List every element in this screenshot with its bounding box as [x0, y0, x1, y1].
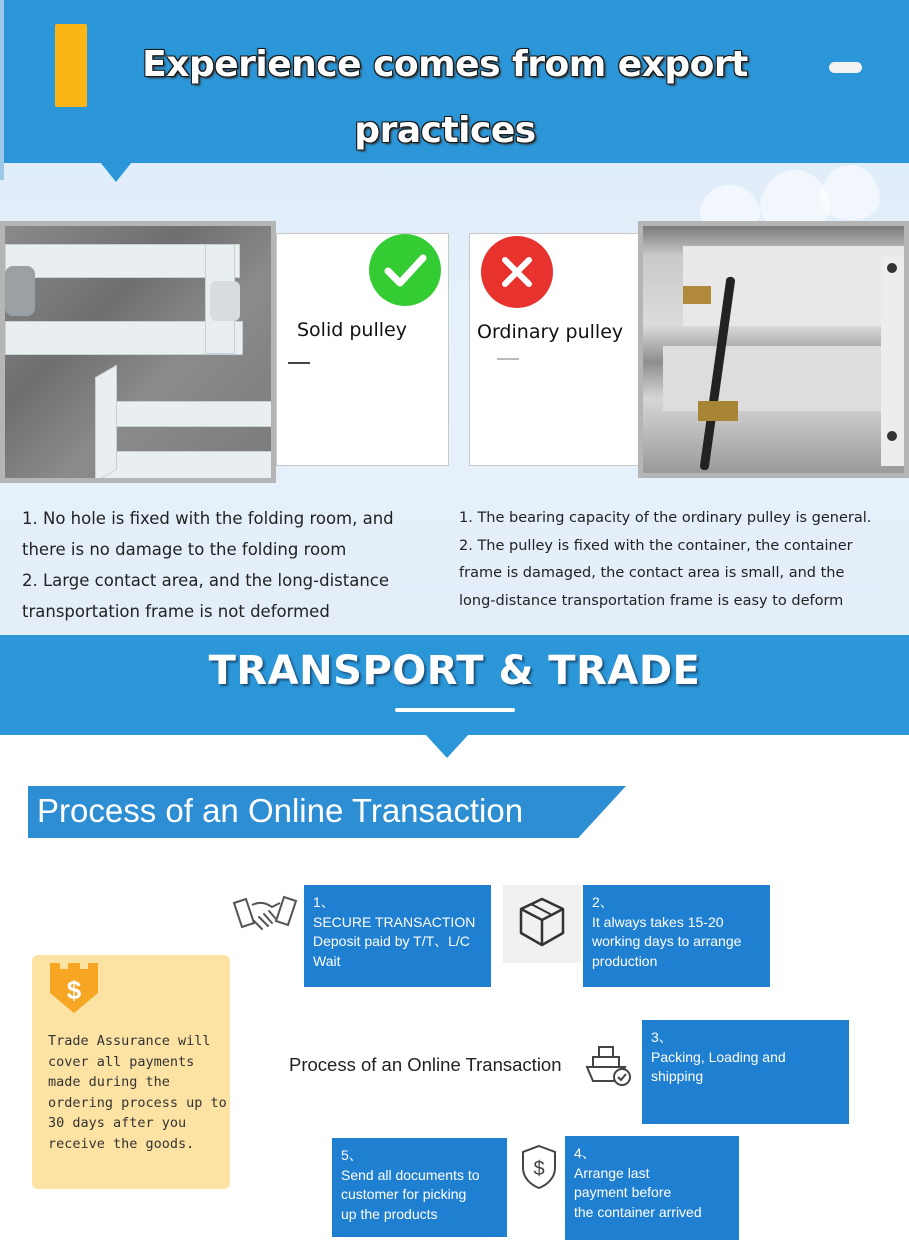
- assurance-line: 30 days after you: [48, 1115, 187, 1131]
- step-number: 4、: [574, 1145, 596, 1161]
- title-line: practices: [354, 110, 536, 151]
- ship-icon: [585, 1043, 633, 1094]
- description-line: frame is damaged, the contact area is small, and the: [459, 565, 845, 581]
- step-text: Wait: [313, 952, 341, 969]
- pill-decoration: [829, 62, 862, 73]
- clamp: [698, 401, 738, 421]
- check-icon: [369, 234, 441, 306]
- step-text: customer for picking: [341, 1186, 467, 1202]
- description-line: 1. No hole is fixed with the folding room, and: [22, 509, 394, 528]
- process-step-2: [583, 885, 770, 987]
- step-number: 3、: [651, 1029, 673, 1045]
- solid-pulley-label: Solid pulley: [297, 319, 407, 341]
- description-line: long-distance transportation frame is easy to deform: [459, 592, 844, 609]
- description-line: there is no damage to the folding room: [22, 540, 347, 559]
- step-text: up the products: [341, 1205, 438, 1222]
- clamp: [683, 286, 711, 304]
- step-number: 5、: [341, 1147, 363, 1163]
- assurance-line: cover all payments: [48, 1053, 195, 1070]
- handshake-icon: [232, 893, 298, 944]
- step-text: Send all documents to: [341, 1166, 480, 1183]
- trade-assurance-text: [48, 1031, 228, 1154]
- banner-pointer: [100, 162, 132, 182]
- assurance-line: ordering process up to: [48, 1094, 227, 1111]
- ordinary-pulley-photo: [638, 221, 909, 478]
- bolt-hole: [887, 263, 897, 273]
- ordinary-pulley-description: [459, 505, 909, 615]
- svg-text:$: $: [533, 1158, 545, 1180]
- process-step-3: [642, 1020, 849, 1124]
- title-underline: [395, 708, 515, 712]
- divider: [497, 358, 519, 360]
- step-text: production: [592, 952, 658, 969]
- process-step-5: [332, 1138, 507, 1237]
- description-line: 1. The bearing capacity of the ordinary pulley is general.: [459, 510, 872, 526]
- assurance-line: made during the: [48, 1074, 170, 1090]
- accent-tab: [55, 24, 87, 107]
- step-text: working days to arrange: [592, 933, 742, 949]
- solid-pulley-description: [22, 503, 442, 627]
- description-line: 2. The pulley is fixed with the container, the container: [459, 537, 853, 554]
- solid-pulley-photo: [0, 221, 276, 483]
- process-step-4: [565, 1136, 739, 1240]
- process-header: Process of an Online Transaction: [37, 792, 524, 829]
- process-step-1: [304, 885, 491, 987]
- step-number: 1、: [313, 894, 335, 910]
- step-text: the container arrived: [574, 1203, 702, 1220]
- step-text: It always takes 15-20: [592, 913, 724, 930]
- frame-panel: [683, 246, 909, 326]
- page-title: [140, 32, 750, 164]
- bolt-hole: [887, 431, 897, 441]
- cross-icon: [481, 236, 553, 308]
- step-text: Packing, Loading and: [651, 1048, 786, 1065]
- ordinary-pulley-label: Ordinary pulley: [477, 321, 624, 343]
- frame-bar: [95, 451, 275, 479]
- dollar-badge-icon: [46, 959, 102, 1015]
- title-line: Experience comes from export: [142, 44, 748, 85]
- dollar-shield-icon: [519, 1144, 559, 1195]
- svg-text:$: $: [66, 975, 82, 1005]
- step-text: shipping: [651, 1068, 704, 1084]
- description-line: transportation frame is not deformed: [22, 602, 330, 621]
- section-title: TRANSPORT & TRADE: [208, 648, 701, 694]
- description-line: 2. Large contact area, and the long-distance: [22, 571, 390, 590]
- box-icon: [503, 885, 581, 963]
- divider: [288, 362, 310, 364]
- process-center-label: Process of an Online Transaction: [289, 1054, 562, 1075]
- step-text: Deposit paid by T/T、L/C: [313, 933, 470, 949]
- pulley-wheel: [5, 266, 35, 316]
- assurance-line: Trade Assurance will: [48, 1033, 211, 1049]
- frame-bar: [95, 365, 117, 483]
- step-text: payment before: [574, 1184, 672, 1200]
- frame-bar: [100, 401, 276, 427]
- band-pointer: [425, 734, 469, 758]
- step-text: Arrange last: [574, 1164, 650, 1181]
- assurance-line: receive the goods.: [48, 1135, 195, 1152]
- step-text: SECURE TRANSACTION: [313, 913, 476, 930]
- pulley-wheel: [210, 281, 240, 321]
- step-number: 2、: [592, 894, 614, 910]
